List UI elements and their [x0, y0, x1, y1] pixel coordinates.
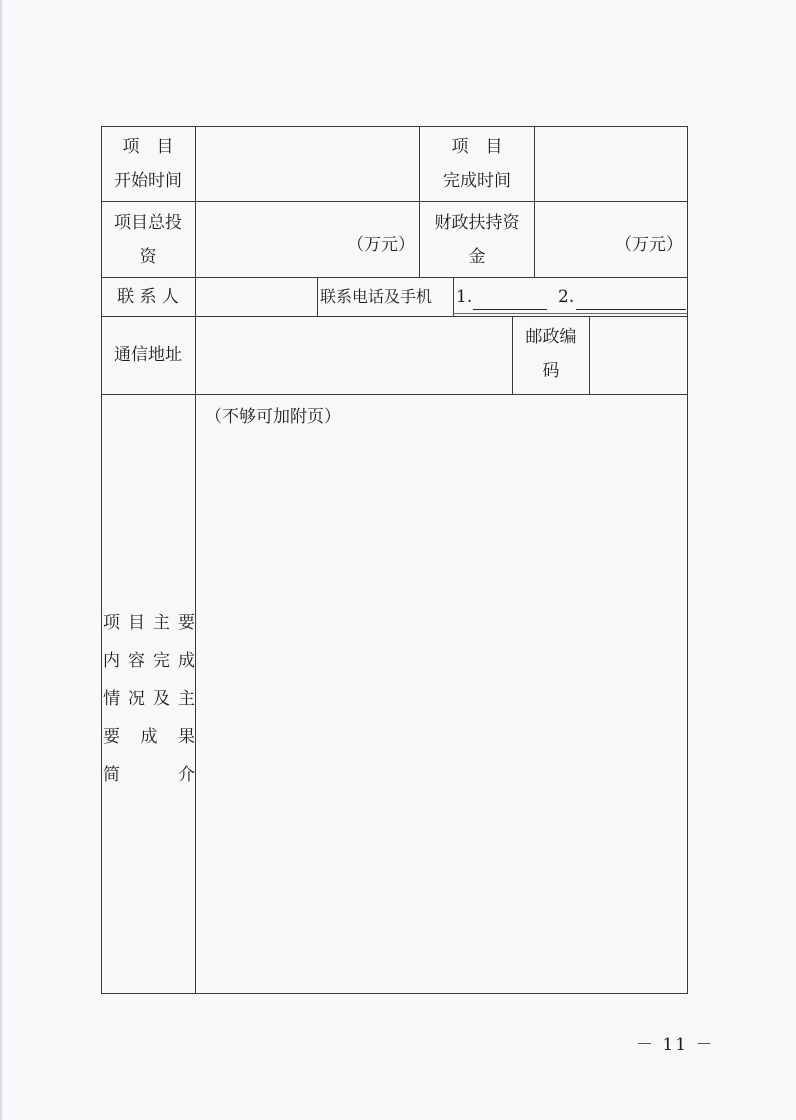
end-time-field[interactable] [535, 127, 687, 201]
row-divider-2 [101, 277, 688, 278]
phone-slot-1-line[interactable] [473, 309, 547, 310]
border-bottom [101, 993, 688, 994]
phone-cell-underline [453, 313, 687, 314]
end-time-label: 项 目 完成时间 [443, 137, 511, 191]
contact-person-field[interactable] [196, 278, 317, 316]
address-label: 通信地址 [114, 345, 182, 365]
phone-slot-2-line[interactable] [576, 309, 686, 310]
contact-person-label: 联 系 人 [117, 287, 179, 307]
address-field[interactable] [196, 317, 512, 394]
phone-label: 联系电话及手机 [320, 287, 433, 306]
row3-divider-a [317, 277, 318, 316]
start-time-label: 项 目 开始时间 [114, 137, 182, 191]
summary-field[interactable] [196, 395, 687, 993]
total-investment-label: 项目总投 资 [114, 213, 182, 267]
summary-hint: （不够可加附页） [205, 407, 341, 427]
phone-slot-2-prefix: 2. [558, 287, 575, 307]
row3-divider-b [453, 277, 454, 316]
postcode-field[interactable] [590, 317, 687, 394]
start-time-field[interactable] [196, 127, 419, 201]
postcode-label: 邮政编 码 [525, 327, 577, 381]
border-right [687, 126, 688, 994]
summary-label: 项 目 主 要 内 容 完 成 情 况 及 主 要 成 果 简 介 [103, 613, 195, 785]
phone-slot-1-prefix: 1. [456, 287, 473, 307]
fiscal-support-unit: （万元） [615, 235, 683, 255]
project-application-form [101, 126, 688, 994]
total-investment-unit: （万元） [347, 235, 415, 255]
fiscal-support-label: 财政扶持资 金 [434, 213, 520, 267]
page-edge-shadow [0, 0, 2, 1120]
page-number: － 11 － [636, 1035, 715, 1055]
